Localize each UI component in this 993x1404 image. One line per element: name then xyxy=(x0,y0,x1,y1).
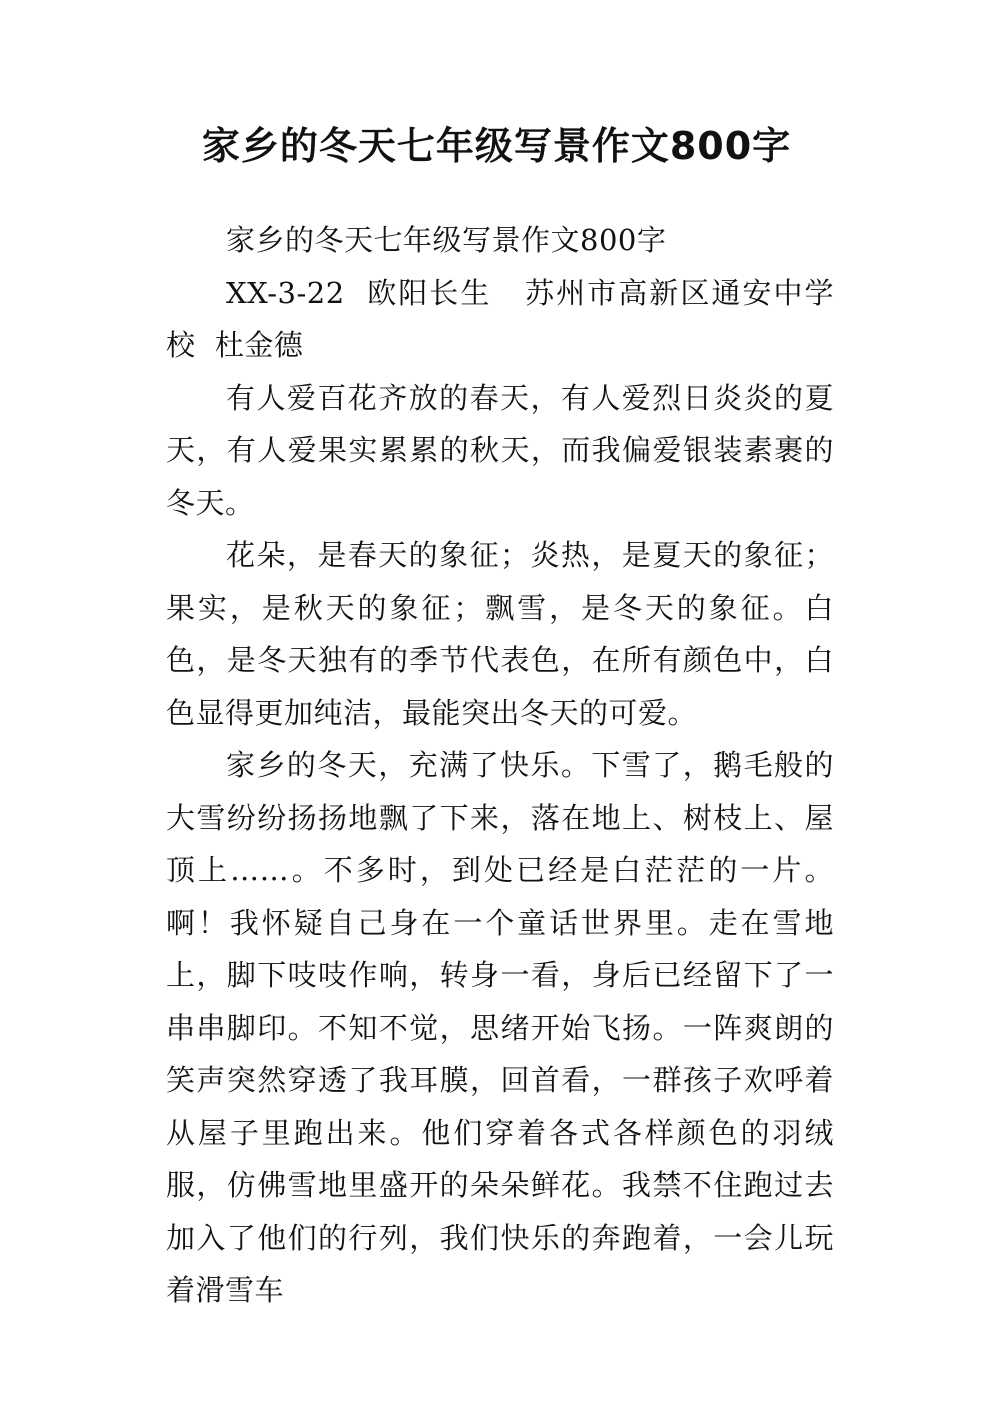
document-title: 家乡的冬天七年级写景作文800字 xyxy=(201,124,792,168)
subtitle-paragraph: 家乡的冬天七年级写景作文800字 xyxy=(226,223,667,257)
byline-paragraph: XX-3-22 欧阳长生 苏州市高新区通安中学校 杜金德 xyxy=(166,275,834,362)
document-body xyxy=(166,214,834,1317)
body-paragraph: 有人爱百花齐放的春天，有人爱烈日炎炎的夏天，有人爱果实累累的秋天，而我偏爱银装素裹的冬天。 xyxy=(166,380,834,520)
body-paragraph: 家乡的冬天，充满了快乐。下雪了，鹅毛般的大雪纷纷扬扬地飘了下来，落在地上、树枝上、屋顶上……。不多时，到处已经是白茫茫的一片。啊！我怀疑自己身在一个童话世界里。走在雪地上，脚下吱吱作响，转身一看，身后已经留下了一串串脚印。不知不觉，思绪开始飞扬。一阵爽朗的笑声突然穿透了我耳膜，回首看，一群孩子欢呼着从屋子里跑出来。他们穿着各式各样颜色的羽绒服，仿佛雪地里盛开的朵朵鲜花。我禁不住跑过去加入了他们的行列，我们快乐的奔跑着，一会儿玩着滑雪车 xyxy=(166,748,834,1307)
body-paragraph: 花朵，是春天的象征；炎热，是夏天的象征；果实，是秋天的象征；飘雪，是冬天的象征。白色，是冬天独有的季节代表色，在所有颜色中，白色显得更加纯洁，最能突出冬天的可爱。 xyxy=(166,538,834,730)
